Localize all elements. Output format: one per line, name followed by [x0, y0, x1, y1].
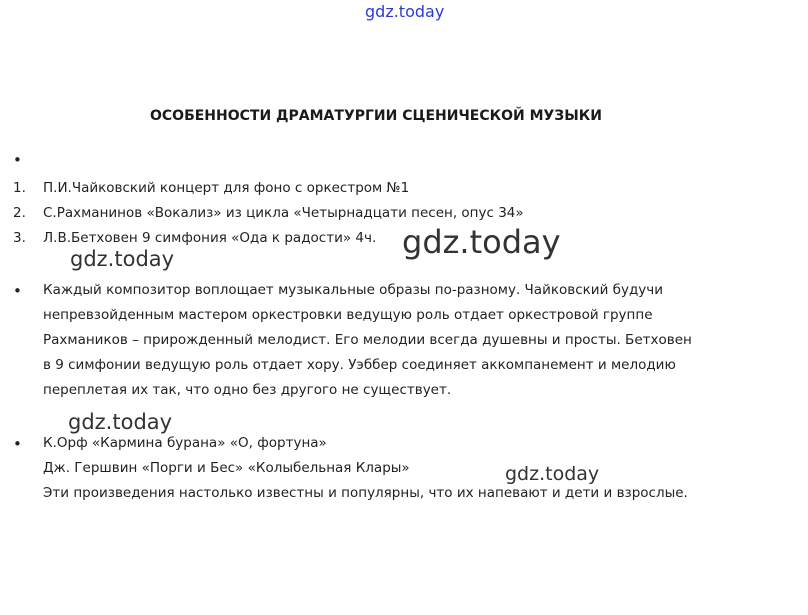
- paragraph-line: Каждый композитор воплощает музыкальные образы по-разному. Чайковский будучи: [43, 282, 664, 298]
- paragraph-line: в 9 симфонии ведущую роль отдает хору. Уэббер соединяет аккомпанемент и мелодию: [43, 357, 676, 373]
- numbered-text: С.Рахманинов «Вокализ» из цикла «Четырнадцати песен, опус 34»: [43, 205, 524, 221]
- paragraph-line: Дж. Гершвин «Порги и Бес» «Колыбельная Клары»: [43, 460, 410, 476]
- watermark-lower-right: gdz.today: [505, 463, 600, 485]
- numbered-marker: 3.: [13, 230, 26, 246]
- watermark-lower-left: gdz.today: [68, 410, 173, 434]
- empty-bullet: •: [13, 151, 22, 169]
- paragraph-line: непревзойденным мастером оркестровки ведущую роль отдает оркестровой группе: [43, 307, 653, 323]
- watermark-left: gdz.today: [70, 247, 175, 271]
- bullet-marker: •: [13, 435, 22, 453]
- paragraph-line: переплетая их так, что одно без другого не существует.: [43, 382, 452, 398]
- numbered-text: П.И.Чайковский концерт для фоно с оркестром №1: [43, 180, 410, 196]
- paragraph-line: К.Орф «Кармина бурана» «О, фортуна»: [43, 435, 327, 451]
- numbered-marker: 2.: [13, 205, 26, 221]
- numbered-text: Л.В.Бетховен 9 симфония «Ода к радости» 4ч.: [43, 230, 377, 246]
- numbered-marker: 1.: [13, 180, 26, 196]
- page-title: ОСОБЕННОСТИ ДРАМАТУРГИИ СЦЕНИЧЕСКОЙ МУЗЫКИ: [150, 108, 602, 124]
- paragraph-line: Рахмаников – прирожденный мелодист. Его мелодии всегда душевны и просты. Бетховен: [43, 332, 692, 348]
- paragraph-line: Эти произведения настолько известны и популярны, что их напевают и дети и взрослые.: [43, 485, 688, 501]
- watermark-large: gdz.today: [402, 223, 561, 261]
- watermark-top: gdz.today: [365, 2, 445, 21]
- bullet-marker: •: [13, 282, 22, 300]
